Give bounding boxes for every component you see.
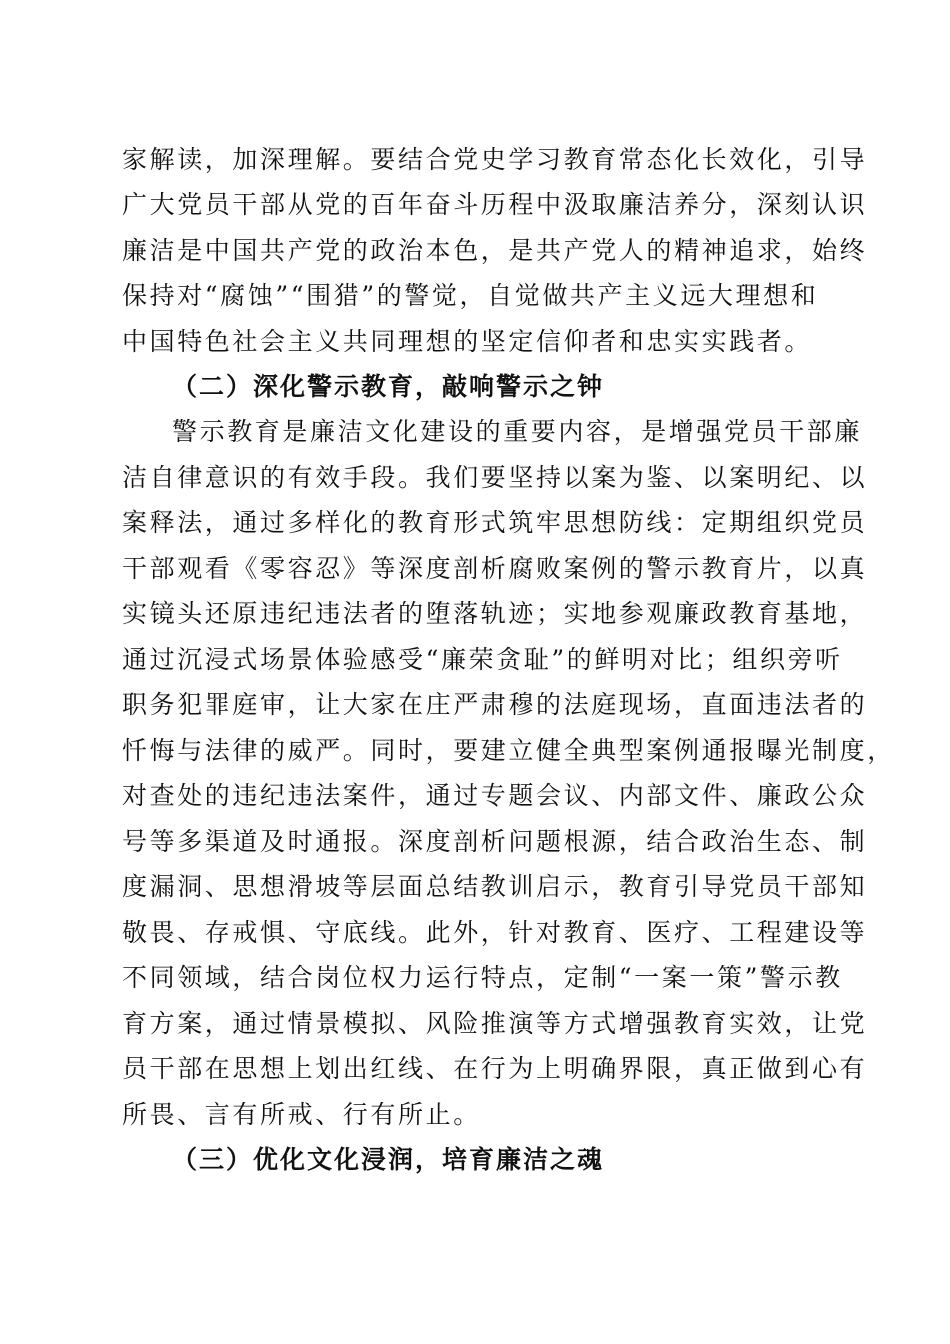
paragraph-line: 号等多渠道及时通报。深度剖析问题根源，结合政治生态、制	[122, 827, 868, 856]
paragraph-line: 家解读，加深理解。要结合党史学习教育常态化长效化，引导	[122, 145, 868, 174]
paragraph-line: 廉洁是中国共产党的政治本色，是共产党人的精神追求，始终	[122, 236, 868, 265]
paragraph-line: 洁自律意识的有效手段。我们要坚持以案为鉴、以案明纪、以	[122, 463, 868, 492]
paragraph-line: 广大党员干部从党的百年奋斗历程中汲取廉洁养分，深刻认识	[122, 190, 868, 219]
paragraph-line: 通过沉浸式场景体验感受“廉荣贪耻”的鲜明对比；组织旁听	[122, 645, 843, 674]
paragraph-line: 员干部在思想上划出红线、在行为上明确界限，真正做到心有	[122, 1054, 868, 1083]
paragraph-line: 实镜头还原违纪违法者的堕落轨迹；实地参观廉政教育基地，	[122, 599, 868, 628]
section-heading-3: （三）优化文化浸润，培育廉洁之魂	[172, 1145, 605, 1174]
paragraph-line: 保持对“腐蚀”“围猎”的警觉，自觉做共产主义远大理想和	[122, 281, 819, 310]
paragraph-line: 忏悔与法律的威严。同时，要建立健全典型案例通报曝光制度，	[122, 736, 895, 765]
paragraph-line: 度漏洞、思想滑坡等层面总结教训启示，教育引导党员干部知	[122, 872, 868, 901]
paragraph-line: 职务犯罪庭审，让大家在庄严肃穆的法庭现场，直面违法者的	[122, 690, 868, 719]
paragraph-line: 育方案，通过情景模拟、风险推演等方式增强教育实效，让党	[122, 1009, 868, 1038]
paragraph-line: 敬畏、存戒惧、守底线。此外，针对教育、医疗、工程建设等	[122, 918, 868, 947]
paragraph-line: 所畏、言有所戒、行有所止。	[122, 1100, 481, 1129]
paragraph-line: 中国特色社会主义共同理想的坚定信仰者和忠实实践者。	[122, 327, 813, 356]
paragraph-line: 警示教育是廉洁文化建设的重要内容，是增强党员干部廉	[172, 417, 863, 446]
section-heading-2: （二）深化警示教育，敲响警示之钟	[172, 372, 605, 401]
paragraph-line: 干部观看《零容忍》等深度剖析腐败案例的警示教育片，以真	[122, 554, 868, 583]
paragraph-line: 案释法，通过多样化的教育形式筑牢思想防线：定期组织党员	[122, 508, 868, 537]
paragraph-line: 对查处的违纪违法案件，通过专题会议、内部文件、廉政公众	[122, 781, 868, 810]
paragraph-line: 不同领域，结合岗位权力运行特点，定制“一案一策”警示教	[122, 963, 843, 992]
